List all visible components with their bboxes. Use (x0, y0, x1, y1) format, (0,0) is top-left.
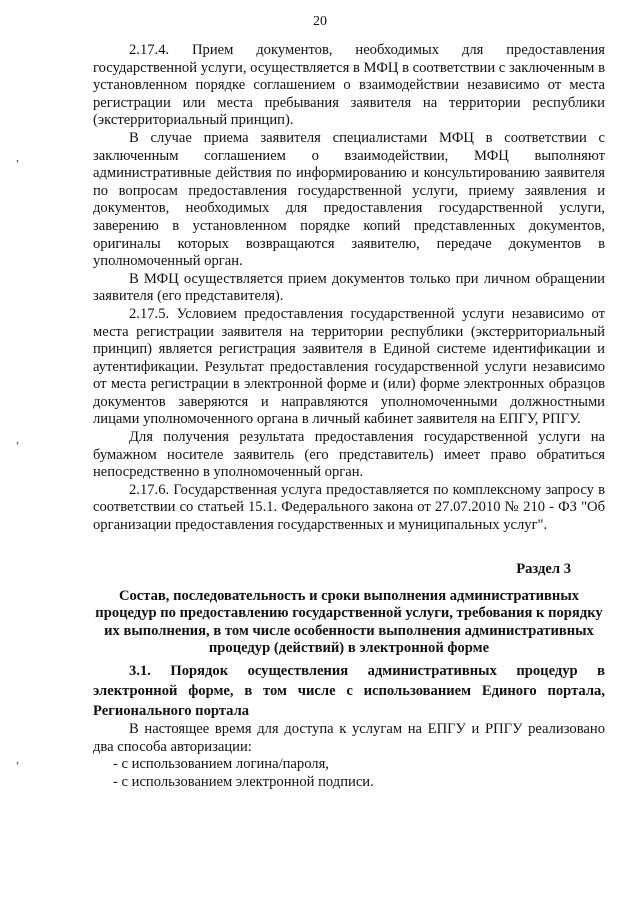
section-subtitle: Состав, последовательность и сроки выполнения административных процедур по предоставлению государственной услуги, требования к порядку их выполнения, в том числе особенности выполнения административных процедур (действий) в электронной форме (95, 588, 603, 656)
margin-mark: , (16, 752, 19, 766)
list-item: - с использованием электронной подписи. (113, 773, 374, 790)
paragraph-authorization: В настоящее время для доступа к услугам на ЕПГУ и РПГУ реализовано два способа авторизации: (93, 721, 605, 755)
subsection-3-1-heading: 3.1. Порядок осуществления административных процедур в электронной форме, в том числе с использованием Единого портала, Регионального портала (93, 663, 605, 720)
document-body (93, 42, 605, 791)
paragraph-paper-result: Для получения результата предоставления государственной услуги на бумажном носителе заявитель (его представитель) имеет право обратиться непосредственно в уполномоченный орган. (93, 429, 605, 481)
paragraph-mfc-personal: В МФЦ осуществляется прием документов только при личном обращении заявителя (его представителя). (93, 270, 605, 305)
section-title: Раздел 3 (516, 560, 571, 577)
margin-mark: , (16, 150, 19, 164)
paragraph-2-17-5: 2.17.5. Условием предоставления государственной услуги независимо от места регистрации заявителя на территории республики (экстерриториальный принцип) является регистрация заявителя в Единой системе идентификации и аутентификации. Результат предоставления государственной услуги независимо от места регистрации в электронной форме и (или) форме электронных образцов документов заверяются и направляются уполномоченными должностными лицами уполномоченного органа в личный кабинет заявителя на ЕПГУ, РПГУ. (93, 305, 605, 428)
paragraph-2-17-6: 2.17.6. Государственная услуга предоставляется по комплексному запросу в соответствии со статьей 15.1. Федерального закона от 27.07.2010 № 210 - ФЗ "Об организации предоставления государственных и муниципальных услуг". (93, 481, 605, 534)
paragraph-mfc-reception: В случае приема заявителя специалистами МФЦ в соответствии с заключенным соглашением о взаимодействии, МФЦ выполняют административные действия по информированию и консультированию заявителя по вопросам предоставления государственной услуги, приему заявления и документов, необходимых для предоставления государственной услуги, заверению в установленном порядке копий представленных документов, оригиналы которых возвращаются заявителю, передаче документов в уполномоченный орган. (93, 129, 605, 270)
page-number: 20 (313, 14, 327, 29)
margin-mark: , (16, 432, 19, 446)
paragraph-2-17-4: 2.17.4. Прием документов, необходимых для предоставления государственной услуги, осуществляется в МФЦ в соответствии с заключенным в установленном порядке соглашением о взаимодействии независимо от места регистрации или места пребывания заявителя на территории республики (экстерриториальный принцип). (93, 42, 605, 129)
list-item: - с использованием логина/пароля, (113, 756, 329, 773)
